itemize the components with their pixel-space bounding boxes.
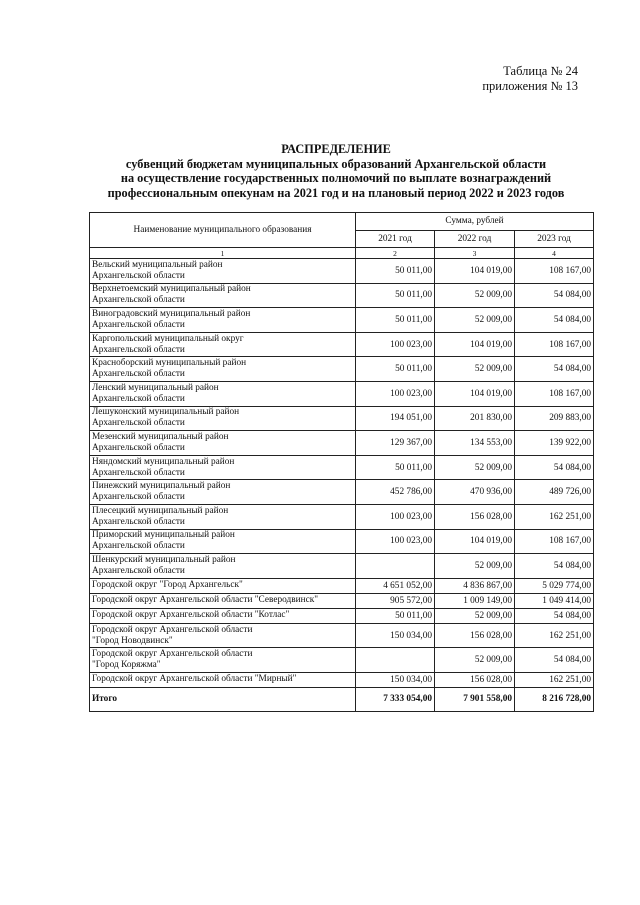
table-row: [90, 480, 594, 505]
column-number: 4: [515, 248, 594, 259]
municipality-name-line: Архангельской области: [92, 319, 185, 330]
amount-2022: 52 009,00: [435, 455, 515, 480]
table-row: [90, 259, 594, 284]
municipality-name-line: Няндомский муниципальный район: [92, 456, 235, 467]
amount-2022: 52 009,00: [435, 554, 515, 579]
amount-2023: 54 084,00: [515, 308, 594, 333]
distribution-table: [89, 212, 594, 712]
table-row: [90, 593, 594, 608]
municipality-name-line: Городской округ Архангельской области: [92, 649, 253, 660]
total-2021: 7 333 054,00: [356, 687, 435, 711]
municipality-name: [90, 357, 356, 382]
municipality-name-line: Архангельской области: [92, 516, 185, 527]
municipality-name-line: Архангельской области: [92, 418, 185, 429]
amount-2021: 100 023,00: [356, 332, 435, 357]
amount-2021: [356, 648, 435, 673]
document-reference: [482, 64, 578, 94]
table-row: [90, 623, 594, 648]
municipality-name: [90, 593, 356, 608]
amount-2023: 54 084,00: [515, 357, 594, 382]
table-row: [90, 431, 594, 456]
table-row: [90, 332, 594, 357]
heading-line: на осуществление государственных полномочий по выплате вознаграждений: [120, 171, 552, 186]
heading-line: субвенций бюджетам муниципальных образований Архангельской области: [125, 156, 547, 171]
municipality-name-line: Мезенский муниципальный район: [92, 431, 229, 442]
amount-2022: 52 009,00: [435, 283, 515, 308]
amount-2021: 100 023,00: [356, 381, 435, 406]
appendix-number: приложения № 13: [482, 79, 578, 93]
municipality-name: [90, 623, 356, 648]
municipality-name: [90, 381, 356, 406]
amount-2021: 4 651 052,00: [356, 578, 435, 593]
municipality-name: [90, 455, 356, 480]
amount-2022: 156 028,00: [435, 623, 515, 648]
table-row: [90, 672, 594, 687]
amount-2021: 150 034,00: [356, 672, 435, 687]
municipality-name-line: Архангельской области: [92, 541, 185, 552]
amount-2021: 905 572,00: [356, 593, 435, 608]
amount-2021: 150 034,00: [356, 623, 435, 648]
municipality-name: [90, 308, 356, 333]
amount-2022: 104 019,00: [435, 381, 515, 406]
municipality-name-line: Лешуконский муниципальный район: [92, 407, 240, 418]
amount-2022: 104 019,00: [435, 332, 515, 357]
municipality-name: [90, 332, 356, 357]
amount-2022: 104 019,00: [435, 259, 515, 284]
amount-2022: 201 830,00: [435, 406, 515, 431]
amount-2022: 156 028,00: [435, 504, 515, 529]
table-row: [90, 283, 594, 308]
table-row: [90, 578, 594, 593]
municipality-name: [90, 529, 356, 554]
table-row: [90, 357, 594, 382]
municipality-name-line: "Город Новодвинск": [92, 635, 173, 646]
amount-2021: 452 786,00: [356, 480, 435, 505]
municipality-name-line: Архангельской области: [92, 295, 185, 306]
table-row: [90, 608, 594, 623]
amount-2022: 134 553,00: [435, 431, 515, 456]
table-row: [90, 504, 594, 529]
amount-2022: 52 009,00: [435, 357, 515, 382]
column-header-year: 2022 год: [435, 230, 515, 248]
municipality-name-line: Вельский муниципальный район: [92, 259, 223, 270]
amount-2022: 470 936,00: [435, 480, 515, 505]
municipality-name-line: "Город Коряжма": [92, 660, 161, 671]
municipality-name-line: Архангельской области: [92, 344, 185, 355]
municipality-name: [90, 406, 356, 431]
municipality-name: [90, 554, 356, 579]
municipality-name-line: Архангельской области: [92, 442, 185, 453]
heading-line: профессиональным опекунам на 2021 год и на плановый период 2022 и 2023 годов: [107, 185, 565, 200]
amount-2022: 4 836 867,00: [435, 578, 515, 593]
table-row: [90, 648, 594, 673]
total-2023: 8 216 728,00: [515, 687, 594, 711]
amount-2023: 5 029 774,00: [515, 578, 594, 593]
amount-2023: 209 883,00: [515, 406, 594, 431]
amount-2022: 52 009,00: [435, 648, 515, 673]
amount-2022: 52 009,00: [435, 308, 515, 333]
amount-2023: 54 084,00: [515, 283, 594, 308]
amount-2021: 100 023,00: [356, 504, 435, 529]
amount-2023: 108 167,00: [515, 259, 594, 284]
amount-2022: 104 019,00: [435, 529, 515, 554]
municipality-name-line: Городской округ Архангельской области: [92, 624, 253, 635]
column-header-year: 2021 год: [356, 230, 435, 248]
amount-2021: 50 011,00: [356, 259, 435, 284]
municipality-name-line: Ленский муниципальный район: [92, 382, 219, 393]
municipality-name-line: Виноградовский муниципальный район: [92, 308, 251, 319]
municipality-name-line: Архангельской области: [92, 270, 185, 281]
column-number: 3: [435, 248, 515, 259]
municipality-name-line: Каргопольский муниципальный округ: [92, 333, 244, 344]
column-number: 1: [90, 248, 356, 259]
amount-2023: 54 084,00: [515, 648, 594, 673]
municipality-name-line: Архангельской области: [92, 393, 185, 404]
amount-2023: 139 922,00: [515, 431, 594, 456]
total-row: [90, 687, 594, 711]
municipality-name-line: Пинежский муниципальный район: [92, 481, 231, 492]
table-row: [90, 455, 594, 480]
amount-2022: 52 009,00: [435, 608, 515, 623]
amount-2023: 162 251,00: [515, 623, 594, 648]
amount-2023: 108 167,00: [515, 529, 594, 554]
municipality-name-line: Приморский муниципальный район: [92, 530, 235, 541]
municipality-name: [90, 480, 356, 505]
amount-2023: 54 084,00: [515, 455, 594, 480]
municipality-name-line: Городской округ Архангельской области "Мирный": [92, 674, 297, 685]
amount-2021: 129 367,00: [356, 431, 435, 456]
municipality-name-line: Архангельской области: [92, 492, 185, 503]
municipality-name-line: Городской округ "Город Архангельск": [92, 580, 243, 591]
municipality-name-line: Городской округ Архангельской области "Котлас": [92, 610, 290, 621]
total-label: Итого: [90, 687, 356, 711]
municipality-name: [90, 504, 356, 529]
amount-2021: 50 011,00: [356, 455, 435, 480]
amount-2021: 50 011,00: [356, 283, 435, 308]
table-row: [90, 554, 594, 579]
municipality-name-line: Красноборский муниципальный район: [92, 358, 247, 369]
amount-2021: 50 011,00: [356, 308, 435, 333]
amount-2023: 54 084,00: [515, 608, 594, 623]
table-row: [90, 529, 594, 554]
amount-2023: 108 167,00: [515, 381, 594, 406]
amount-2023: 1 049 414,00: [515, 593, 594, 608]
municipality-name: [90, 283, 356, 308]
municipality-name: [90, 672, 356, 687]
municipality-name: [90, 608, 356, 623]
municipality-name-line: Верхнетоемский муниципальный район: [92, 284, 251, 295]
column-header-name: Наименование муниципального образования: [90, 213, 356, 248]
table-row: [90, 381, 594, 406]
municipality-name-line: Плесецкий муниципальный район: [92, 505, 229, 516]
amount-2023: 162 251,00: [515, 672, 594, 687]
municipality-name-line: Архангельской области: [92, 467, 185, 478]
amount-2021: [356, 554, 435, 579]
amount-2021: 50 011,00: [356, 608, 435, 623]
column-number-row: [90, 248, 594, 259]
column-header-year: 2023 год: [515, 230, 594, 248]
municipality-name: [90, 259, 356, 284]
municipality-name-line: Шенкурский муниципальный район: [92, 554, 236, 565]
municipality-name-line: Архангельской области: [92, 369, 185, 380]
column-header-sum: Сумма, рублей: [356, 213, 594, 231]
municipality-name: [90, 648, 356, 673]
municipality-name-line: Архангельской области: [92, 565, 185, 576]
amount-2021: 50 011,00: [356, 357, 435, 382]
municipality-name-line: Городской округ Архангельской области "Северодвинск": [92, 595, 319, 606]
amount-2021: 100 023,00: [356, 529, 435, 554]
amount-2023: 162 251,00: [515, 504, 594, 529]
table-row: [90, 308, 594, 333]
total-2022: 7 901 558,00: [435, 687, 515, 711]
amount-2023: 54 084,00: [515, 554, 594, 579]
table-row: [90, 406, 594, 431]
amount-2022: 156 028,00: [435, 672, 515, 687]
amount-2023: 108 167,00: [515, 332, 594, 357]
column-number: 2: [356, 248, 435, 259]
municipality-name: [90, 431, 356, 456]
heading-title: РАСПРЕДЕЛЕНИЕ: [281, 142, 391, 156]
table-number: Таблица № 24: [503, 64, 578, 78]
amount-2023: 489 726,00: [515, 480, 594, 505]
municipality-name: [90, 578, 356, 593]
amount-2021: 194 051,00: [356, 406, 435, 431]
document-heading: [80, 142, 592, 200]
amount-2022: 1 009 149,00: [435, 593, 515, 608]
